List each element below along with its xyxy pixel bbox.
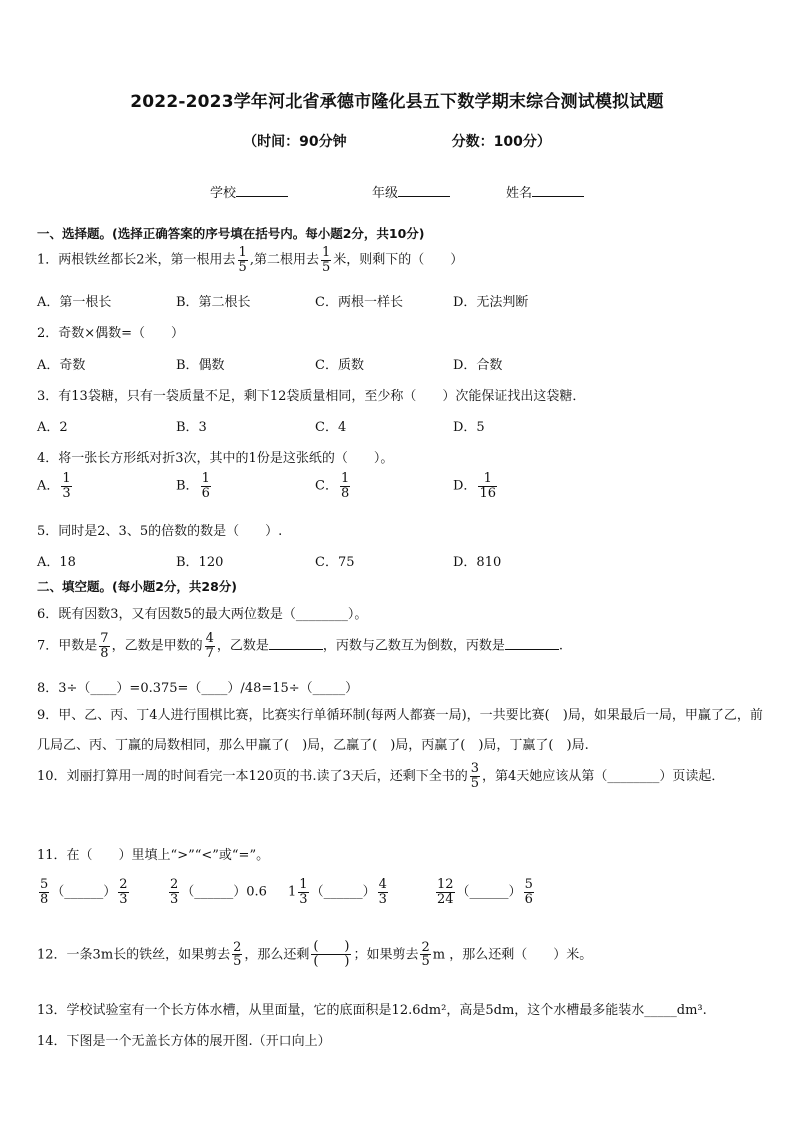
q1-text-c: 米，则剩下的（ ） [333,252,464,268]
q11-item-2-blank[interactable]: （______）0.6 [181,884,267,900]
q12-answer-fraction[interactable]: $\frac{( )}{( )}$ [313,939,350,970]
q3-option-c[interactable]: C．4 [315,420,347,435]
name-field[interactable] [506,182,584,201]
q4-option-b[interactable]: B． $\frac{1}{6}$ [176,471,210,501]
q2-option-c[interactable]: C．质数 [315,358,364,373]
question-9: 9．甲、乙、丙、丁4人进行围棋比赛，比赛实行单循环制(每两人都赛一局)，一共要比赛( )局，如果最后一局，甲赢了乙，前几局乙、丙、丁赢的局数相同，那么甲赢了( )局，乙赢了( )局，丙赢了( )局，丁赢了( )局. [37,708,763,753]
q5-option-a[interactable]: A．18 [37,555,76,570]
question-10: 10．刘丽打算用一周的时间看完一本120页的书.读了3天后，还剩下全书的 $\frac{3}{5}$ ，第4天她应该从第（________）页读起． [37,761,725,791]
question-7: 7．甲数是 $\frac{7}{8}$ ，乙数是甲数的 $\frac{4}{7}$ ，乙数是 ，丙数与乙数互为倒数，丙数是 . [37,631,564,661]
q1-fraction-1: $\frac{1}{5}$ [238,245,247,275]
q4-option-c[interactable]: C． $\frac{1}{8}$ [315,471,350,501]
q2-option-d[interactable]: D．合数 [453,358,503,373]
question-4: 4．将一张长方形纸对折3次，其中的1份是这张纸的（ ）。 [37,451,394,466]
q1-option-d[interactable]: D．无法判断 [453,295,529,310]
q11-item-4: $\frac{12}{24}$ （______） $\frac{5}{6}$ [437,877,533,907]
q5-option-c[interactable]: C．75 [315,555,355,570]
q5-option-d[interactable]: D．810 [453,555,502,570]
q2-option-a[interactable]: A．奇数 [37,358,86,373]
q11-item-1-blank[interactable]: （______） [51,884,117,900]
page-title: 2022-2023学年河北省承德市隆化县五下数学期末综合测试模拟试题 [130,92,664,112]
question-3: 3．有13袋糖，只有一袋质量不足，剩下12袋质量相同，至少称（ ）次能保证找出这袋糖． [37,389,586,404]
name-label: 姓名 [506,186,533,201]
q1-text-a: 1．两根铁丝都长2米，第一根用去 [37,252,236,268]
q11-item-3-blank[interactable]: （______） [310,884,376,900]
grade-label: 年级 [372,186,399,201]
total-score: 分数：100分） [451,134,551,150]
school-label: 学校 [210,186,237,201]
question-11: 11．在（ ）里填上“>”“<”或“=”。 [37,848,270,863]
q3-option-b[interactable]: B．3 [176,420,207,435]
q7-blank-1[interactable] [269,638,323,650]
time-limit: （时间：90分钟 [243,134,347,150]
question-8: 8．3÷（____）=0.375=（____）/48=15÷（_____） [37,681,359,696]
q4-option-d[interactable]: D． $\frac{1}{16}$ [453,471,496,501]
section-fill-heading: 二、填空题。(每小题2分，共28分) [37,579,238,594]
q10-fraction: $\frac{3}{5}$ [470,761,480,791]
school-field[interactable] [210,182,288,201]
q5-option-b[interactable]: B．120 [176,555,224,570]
q4-option-a[interactable]: A． $\frac{1}{3}$ [37,471,71,501]
question-1 [37,246,463,274]
q3-option-a[interactable]: A．2 [37,420,68,435]
question-13: 13．学校试验室有一个长方体水槽，从里面量，它的底面积是12.6dm²，高是5dm，这个水槽最多能装水_____dm³. [37,1003,707,1018]
q11-item-2: $\frac{2}{3}$ （______）0.6 [170,877,267,907]
q11-item-3: 1 $\frac{1}{3}$ （______） $\frac{4}{3}$ [288,877,387,907]
exam-meta [0,131,794,151]
question-14: 14．下图是一个无盖长方体的展开图.（开口向上） [37,1034,331,1049]
question-6: 6．既有因数3，又有因数5的最大两位数是（________）。 [37,607,368,622]
q2-option-b[interactable]: B．偶数 [176,358,225,373]
section-choice-heading: 一、选择题。(选择正确答案的序号填在括号内。每小题2分，共10分) [37,226,425,241]
q3-option-d[interactable]: D．5 [453,420,485,435]
q1-text-b: ,第二根用去 [249,252,319,268]
question-2: 2．奇数×偶数=（ ） [37,326,185,341]
question-5: 5．同时是2、3、5的倍数的数是（ ）. [37,524,283,539]
q7-blank-2[interactable] [505,638,559,650]
q11-item-4-blank[interactable]: （______） [456,884,522,900]
q1-option-b[interactable]: B．第二根长 [176,295,251,310]
question-12: 12．一条3m长的铁丝，如果剪去 $\frac{2}{5}$ ，那么还剩 $\frac{( )}{( )}$ ；如果剪去 $\frac{2}{5}$ m ，那么还剩（ ）米。 [37,939,593,970]
grade-field[interactable] [372,182,450,201]
q7-fraction-2: $\frac{4}{7}$ [205,631,214,661]
q1-option-a[interactable]: A．第一根长 [37,295,112,310]
q11-item-1: $\frac{5}{8}$ （______） $\frac{2}{3}$ [40,877,128,907]
q1-fraction-2: $\frac{1}{5}$ [321,245,331,275]
q1-option-c[interactable]: C．两根一样长 [315,295,403,310]
q7-fraction-1: $\frac{7}{8}$ [100,631,109,661]
